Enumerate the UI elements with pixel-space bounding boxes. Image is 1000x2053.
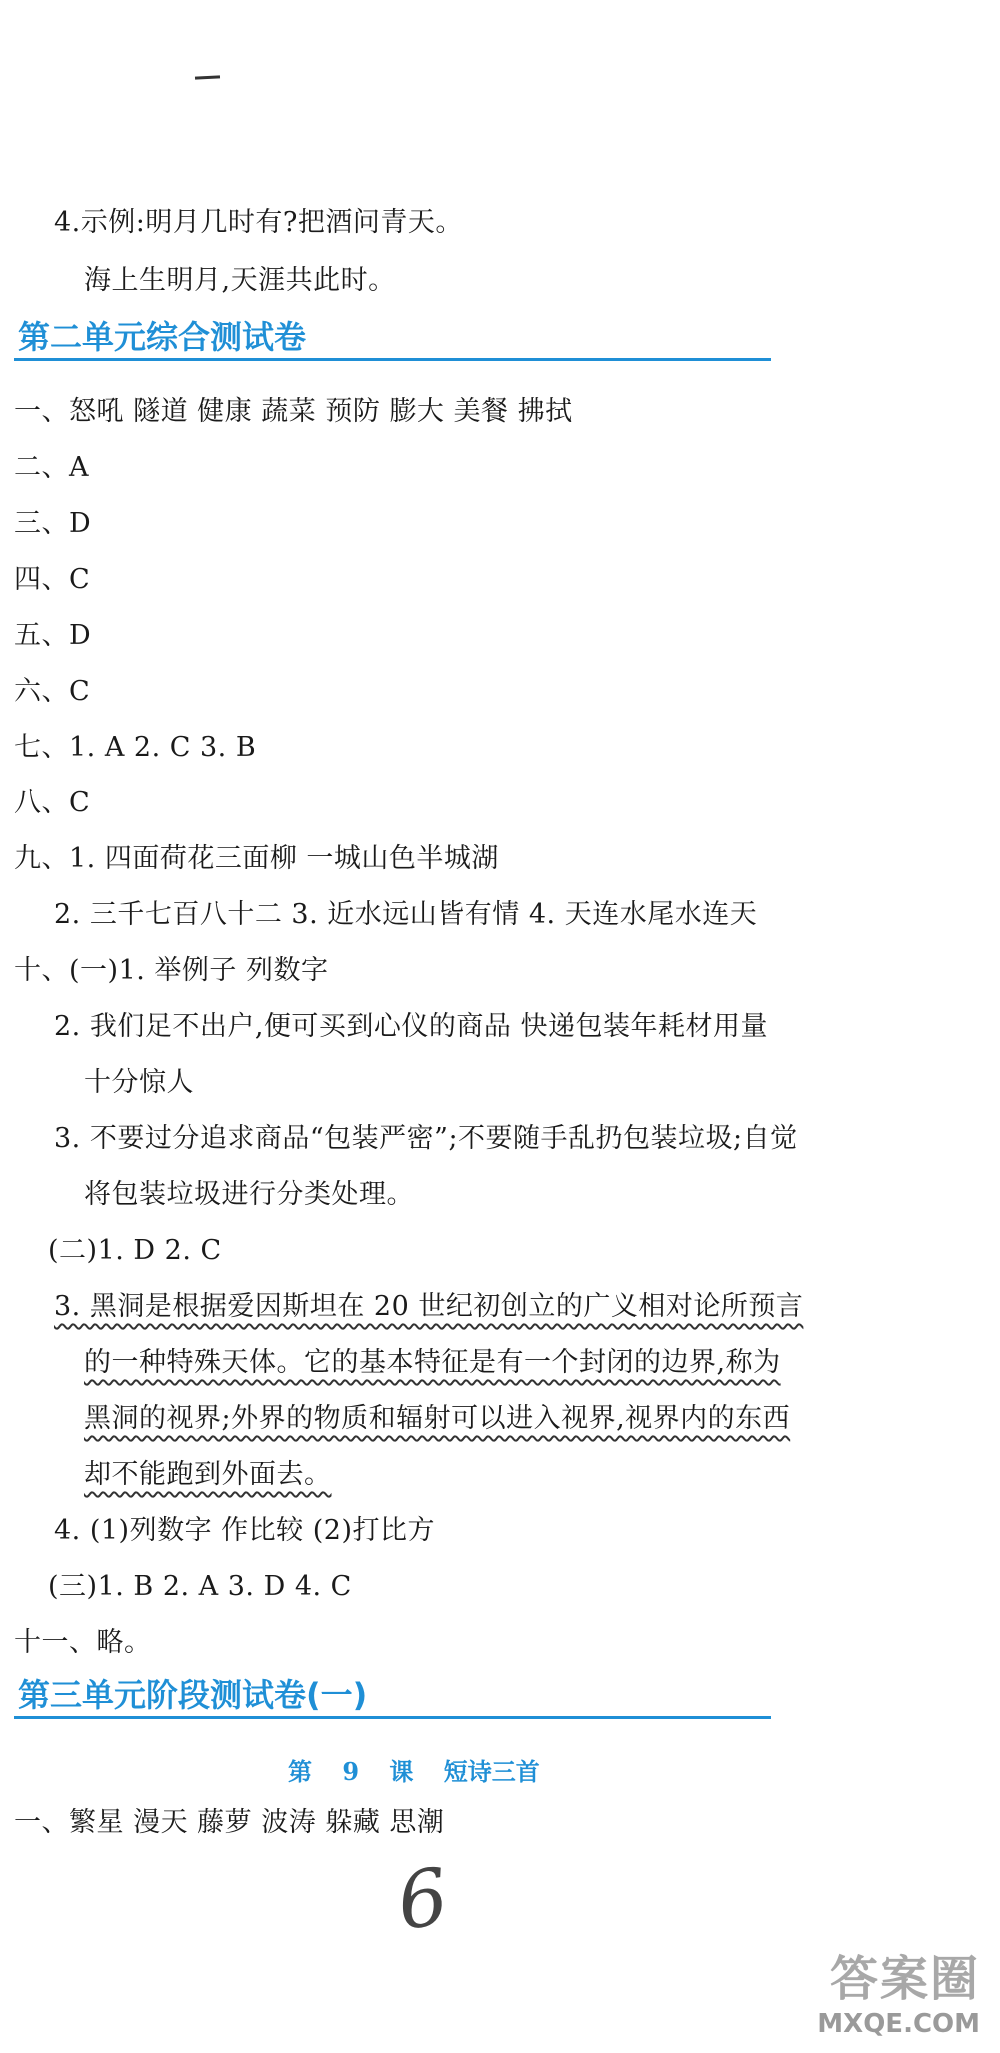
answer-4: 四、C — [14, 564, 91, 595]
watermark-logo-text: 答案圈 — [829, 1951, 980, 2007]
answer-9-cont: 2. 三千七百八十二 3. 近水远山皆有情 4. 天连水尾水连天 — [54, 899, 758, 930]
answer-7: 七、1. A 2. C 3. B — [14, 732, 257, 763]
answer-10-2-cont: 十分惊人 — [84, 1067, 194, 1098]
header-dash-mark — [195, 75, 220, 79]
answer-10-part2: (二)1. D 2. C — [48, 1235, 222, 1266]
answer-11: 十一、略。 — [14, 1627, 152, 1658]
page-number-handwritten: 6 — [391, 1851, 454, 1949]
answer-8: 八、C — [14, 787, 91, 818]
answer-line-4: 4.示例:明月几时有?把酒问青天。 — [54, 207, 463, 238]
answer-6: 六、C — [14, 676, 91, 707]
answer-10-2: 2. 我们足不出户,便可买到心仪的商品 快递包装年耗材用量 — [54, 1011, 769, 1042]
answer-10-part2-3: 3. 黑洞是根据爱因斯坦在 20 世纪初创立的广义相对论所预言 — [54, 1291, 804, 1322]
answer-3: 三、D — [14, 508, 92, 539]
unit3-answer-1: 一、繁星 漫天 藤萝 波涛 躲藏 思潮 — [14, 1807, 445, 1838]
section-title-unit2: 第二单元综合测试卷 — [18, 318, 307, 356]
answer-9: 九、1. 四面荷花三面柳 一城山色半城湖 — [14, 843, 499, 874]
answer-2: 二、A — [14, 452, 89, 483]
answer-5: 五、D — [14, 620, 92, 651]
answer-10-3: 3. 不要过分追求商品“包装严密”;不要随手乱扔包装垃圾;自觉 — [54, 1123, 798, 1154]
answer-1: 一、怒吼 隧道 健康 蔬菜 预防 膨大 美餐 拂拭 — [14, 396, 573, 427]
answer-10-part2-4: 4. (1)列数字 作比较 (2)打比方 — [54, 1515, 435, 1546]
answer-10-part2-3-line2: 的一种特殊天体。它的基本特征是有一个封闭的边界,称为 — [84, 1347, 781, 1378]
answer-line-4-cont: 海上生明月,天涯共此时。 — [84, 265, 396, 296]
section-rule-unit3 — [14, 1716, 771, 1719]
answer-10-3-cont: 将包装垃圾进行分类处理。 — [84, 1179, 414, 1210]
site-watermark — [817, 1940, 980, 2039]
watermark-url: MXQE.COM — [817, 2009, 980, 2039]
answer-10-part2-3-line3: 黑洞的视界;外界的物质和辐射可以进入视界,视界内的东西 — [84, 1403, 791, 1434]
answer-10: 十、(一)1. 举例子 列数字 — [14, 955, 329, 986]
section-title-unit3: 第三单元阶段测试卷(一) — [18, 1676, 368, 1714]
lesson-heading: 第 9 课 短诗三首 — [288, 1757, 540, 1786]
answer-10-part2-3-line4: 却不能跑到外面去。 — [84, 1459, 332, 1490]
section-rule-unit2 — [14, 358, 771, 361]
answer-10-part3: (三)1. B 2. A 3. D 4. C — [48, 1571, 352, 1602]
